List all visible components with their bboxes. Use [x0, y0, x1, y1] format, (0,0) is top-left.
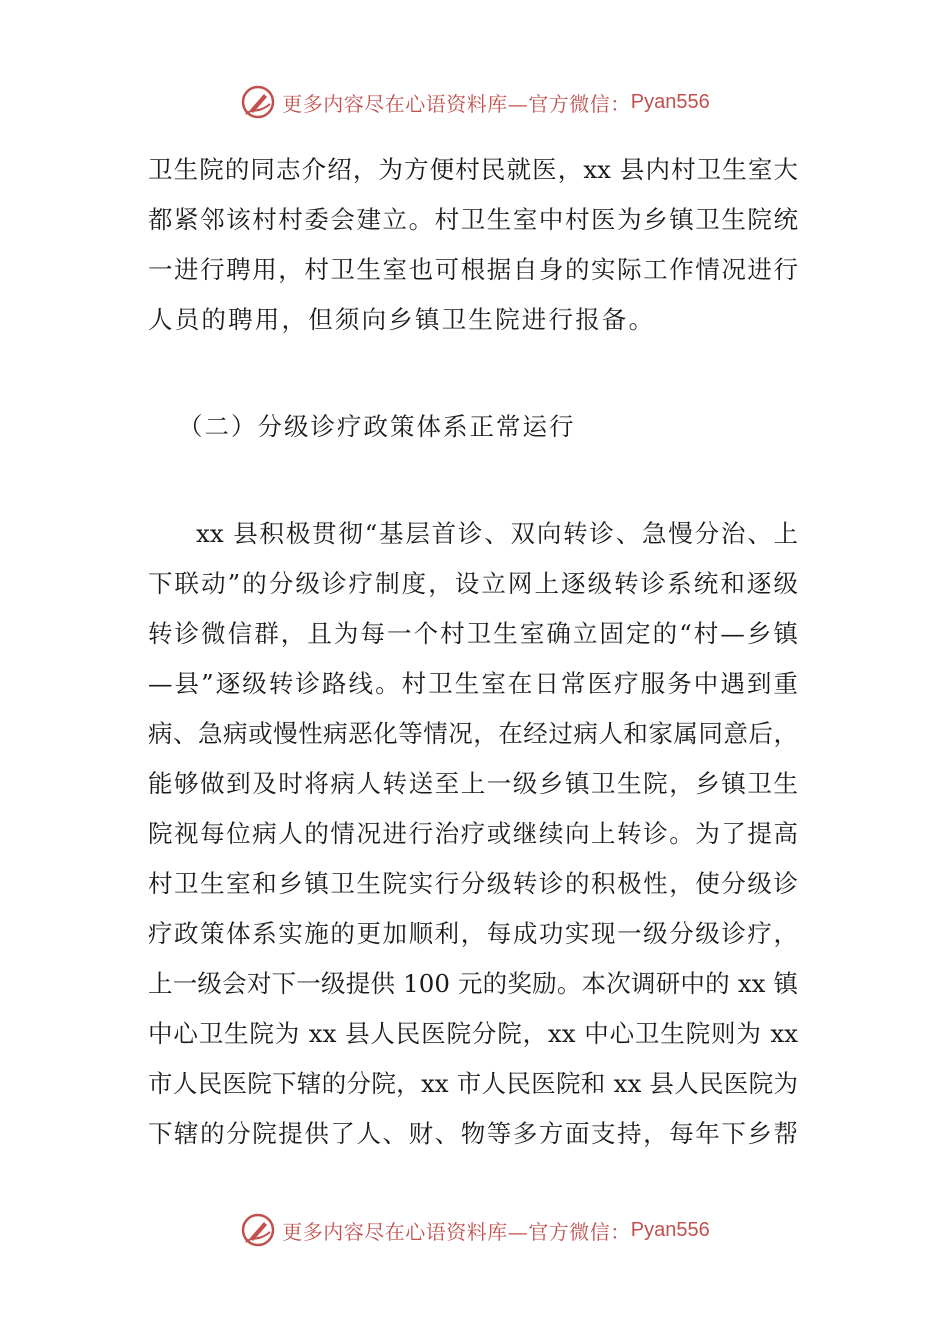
text-line: 院视每位病人的情况进行治疗或继续向上转诊。为了提高	[148, 819, 798, 848]
text-line: 中心卫生院为 xx 县人民医院分院，xx 中心卫生院则为 xx	[148, 1019, 798, 1048]
text-line: 病、急病或慢性病恶化等情况，在经过病人和家属同意后，	[148, 719, 798, 748]
footer-wechat-id: Pyan556	[630, 1218, 710, 1241]
text-line: 人员的聘用，但须向乡镇卫生院进行报备。	[148, 305, 656, 334]
text-line: 转诊微信群，且为每一个村卫生室确立固定的“村—乡镇	[148, 619, 798, 648]
footer-banner	[0, 1210, 950, 1250]
paragraph-2	[148, 509, 798, 1159]
text-line: 一进行聘用，村卫生室也可根据自身的实际工作情况进行	[148, 255, 798, 284]
text-line: 都紧邻该村村委会建立。村卫生室中村医为乡镇卫生院统	[148, 205, 798, 234]
section-heading: （二）分级诊疗政策体系正常运行	[178, 412, 576, 441]
text-line: 能够做到及时将病人转送至上一级乡镇卫生院，乡镇卫生	[148, 769, 798, 798]
header-banner	[0, 82, 950, 122]
header-wechat-id: Pyan556	[630, 90, 710, 113]
text-line: 上一级会对下一级提供 100 元的奖励。本次调研中的 xx 镇	[148, 969, 798, 998]
text-line: 村卫生室和乡镇卫生院实行分级转诊的积极性，使分级诊	[148, 869, 798, 898]
paragraph-1	[148, 145, 798, 345]
text-line: 下辖的分院提供了人、财、物等多方面支持，每年下乡帮	[148, 1119, 798, 1148]
text-line: 疗政策体系实施的更加顺利，每成功实现一级分级诊疗，	[148, 919, 798, 948]
pen-logo-icon	[240, 1212, 276, 1248]
text-line: 下联动”的分级诊疗制度，设立网上逐级转诊系统和逐级	[148, 569, 798, 598]
document-body	[148, 145, 798, 1159]
text-line: 卫生院的同志介绍，为方便村民就医，xx 县内村卫生室大	[148, 155, 798, 184]
header-banner-text: 更多内容尽在心语资料库—官方微信：	[282, 91, 631, 116]
text-line: xx 县积极贯彻“基层首诊、双向转诊、急慢分治、上	[196, 519, 798, 548]
footer-banner-text: 更多内容尽在心语资料库—官方微信：	[282, 1219, 631, 1244]
text-line: 市人民医院下辖的分院，xx 市人民医院和 xx 县人民医院为	[148, 1069, 798, 1098]
text-line: —县”逐级转诊路线。村卫生室在日常医疗服务中遇到重	[148, 669, 798, 698]
pen-logo-icon	[240, 84, 276, 120]
